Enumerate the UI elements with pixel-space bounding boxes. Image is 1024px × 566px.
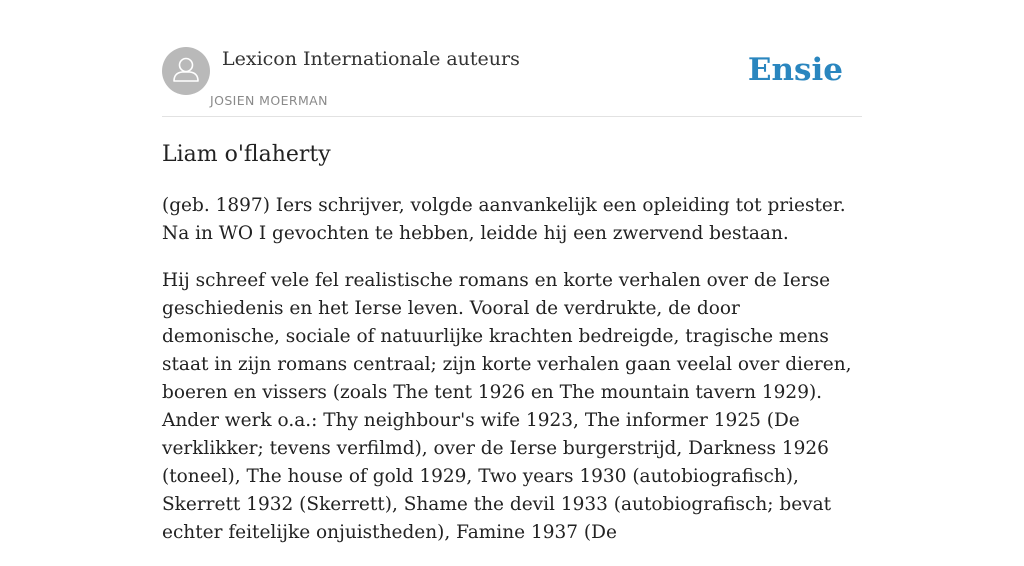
header — [162, 47, 862, 117]
user-avatar-icon[interactable] — [162, 47, 210, 95]
entry-paragraph: (geb. 1897) Iers schrijver, volgde aanvankelijk een opleiding tot priester. Na in WO I gevochten te hebben, leidde hij een zwervend bestaan. — [162, 195, 846, 244]
user-silhouette-icon — [162, 47, 210, 95]
ensie-logo-link[interactable]: Ensie — [747, 52, 843, 88]
lexicon-title-link[interactable]: Lexicon Internationale auteurs — [222, 48, 520, 70]
entry-title: Liam o'flaherty — [162, 142, 331, 167]
entry-content — [162, 192, 862, 566]
author-name-link[interactable]: JOSIEN MOERMAN — [210, 93, 328, 108]
entry-paragraph: Hij schreef vele fel realistische romans en korte verhalen over de Ierse geschiedenis en het Ierse leven. Vooral de verdrukte, de door demonische, sociale of natuurlijke krachten bedreigde, tragische mens staat in zijn romans centraal; zijn korte verhalen gaan veelal over dieren, boeren en vissers (zoals The tent 1926 en The mountain tavern 1929). Ander werk o.a.: Thy neighbour's wife 1923, The informer 1925 (De verklikker; tevens verfilmd), over de Ierse burgerstrijd, Darkness 1926 (toneel), The house of gold 1929, Two years 1930 (autobiografisch), Skerrett 1932 (Skerrett), Shame the devil 1933 (autobiografisch; bevat echter feitelijke onjuistheden), Famine 1937 (De — [162, 270, 852, 543]
